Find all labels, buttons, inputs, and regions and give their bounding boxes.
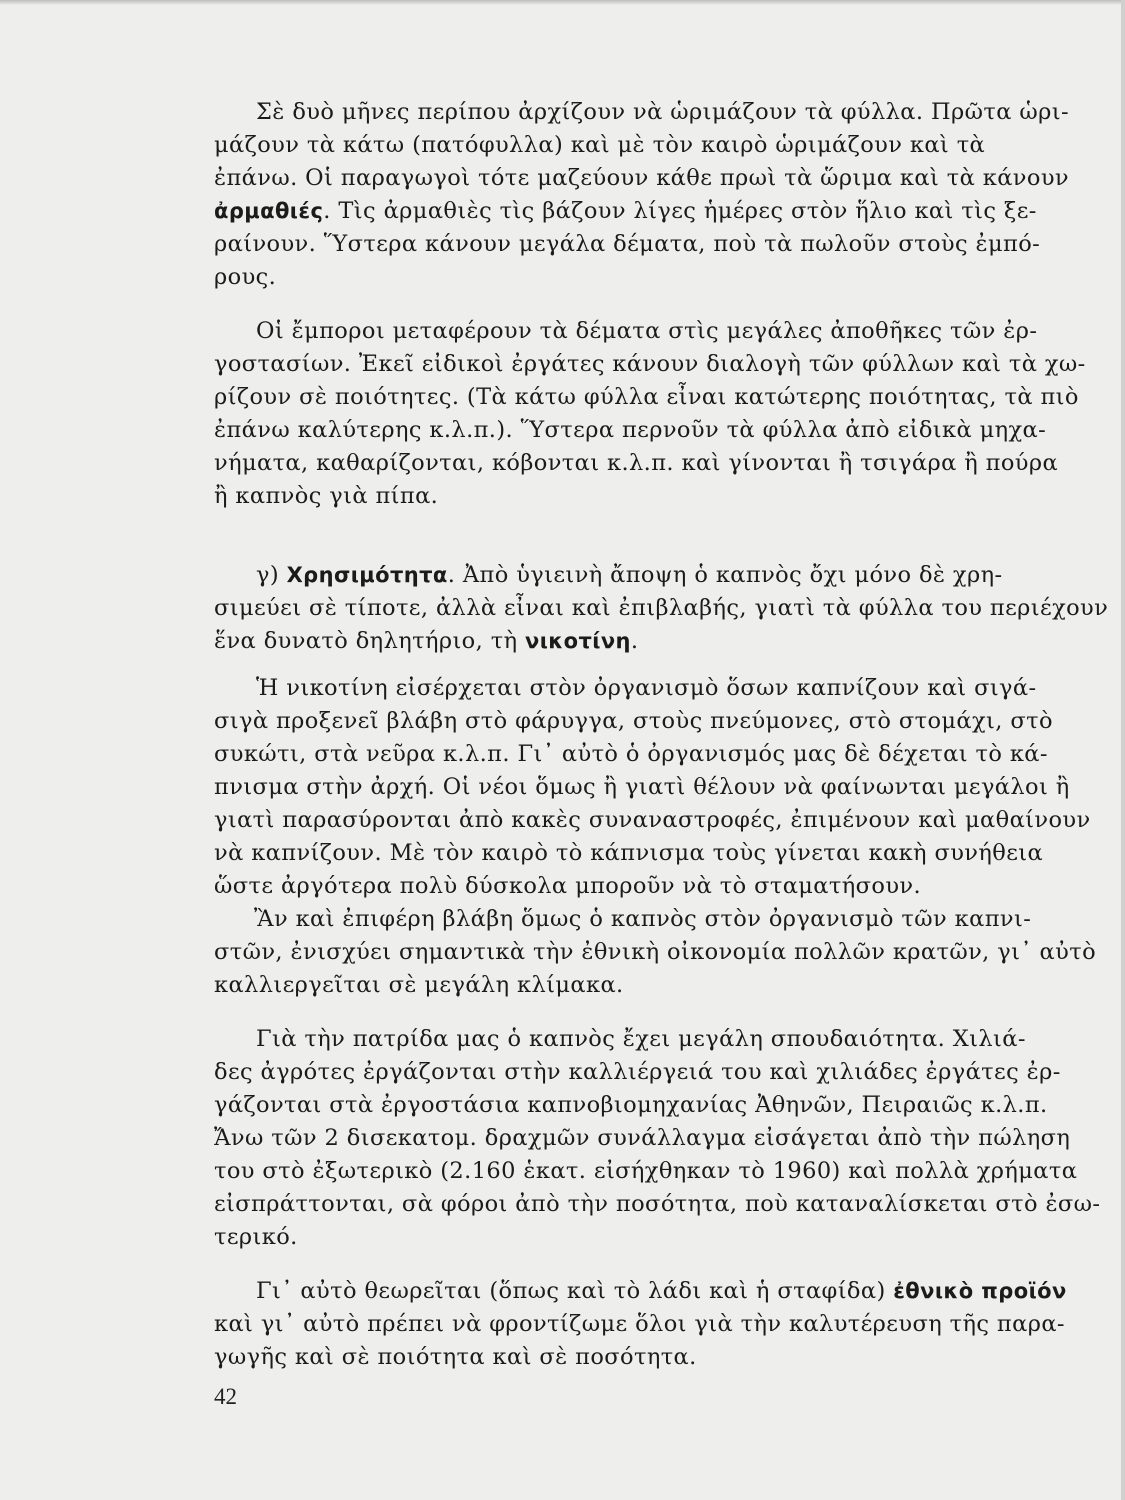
text-line: γωγῆς καὶ σὲ ποιότητα καὶ σὲ ποσότητα. — [214, 1344, 697, 1370]
text-line: ἕνα δυνατὸ δηλητήριο, τὴ νικοτίνη. — [214, 628, 639, 654]
body-text — [214, 96, 1125, 1374]
section-heading: Χρησιμότητα — [286, 563, 448, 587]
text-line: τερικό. — [214, 1224, 298, 1250]
text-line: νήματα, καθαρίζονται, κόβονται κ.λ.π. καὶ γίνονται ἢ τσιγάρα ἢ πούρα — [214, 450, 1059, 476]
text-line: γ) Χρησιμότητα. Ἀπὸ ὑγιεινὴ ἄποψη ὁ καπνὸς ὄχι μόνο δὲ χρη- — [256, 562, 1003, 588]
paragraph-greece — [214, 1023, 1125, 1254]
text-line: Γι᾽ αὐτὸ θεωρεῖται (ὅπως καὶ τὸ λάδι καὶ ἡ σταφίδα) ἐθνικὸ προϊόν — [256, 1278, 1067, 1304]
bold-term: ἐθνικὸ προϊόν — [893, 1279, 1067, 1303]
paragraph-usefulness — [214, 559, 1125, 658]
paragraph-nicotine — [214, 672, 1125, 903]
paragraph-ripening — [214, 96, 1125, 294]
text-line: γοστασίων. Ἐκεῖ εἰδικοὶ ἐργάτες κάνουν διαλογὴ τῶν φύλλων καὶ τὰ χω- — [214, 351, 1086, 377]
text-line: ἐπάνω. Οἱ παραγωγοὶ τότε μαζεύουν κάθε πρωὶ τὰ ὥριμα καὶ τὰ κάνουν — [214, 165, 1069, 191]
paragraph-economy — [214, 903, 1125, 1002]
text-line: Οἱ ἔμποροι μεταφέρουν τὰ δέματα στὶς μεγάλες ἀποθῆκες τῶν ἐρ- — [256, 318, 1038, 344]
paragraph-national-product — [214, 1275, 1125, 1374]
text-line: καλλιεργεῖται σὲ μεγάλη κλίμακα. — [214, 972, 624, 998]
text-line: ἀρμαθιές. Τὶς ἀρμαθιὲς τὶς βάζουν λίγες ἡμέρες στὸν ἥλιο καὶ τὶς ξε- — [214, 198, 1037, 224]
text-line: ραίνουν. Ὕστερα κάνουν μεγάλα δέματα, ποὺ τὰ πωλοῦν στοὺς ἐμπό- — [214, 231, 1041, 257]
text-line: Ἄνω τῶν 2 δισεκατομ. δραχμῶν συνάλλαγμα εἰσάγεται ἀπὸ τὴν πώληση — [214, 1125, 1071, 1151]
text-line: μάζουν τὰ κάτω (πατόφυλλα) καὶ μὲ τὸν καιρὸ ὡριμάζουν καὶ τὰ — [214, 132, 986, 158]
text-line: γιατὶ παρασύρονται ἀπὸ κακὲς συναναστροφές, ἐπιμένουν καὶ μαθαίνουν — [214, 807, 1091, 833]
text-line: δες ἀγρότες ἐργάζονται στὴν καλλιέργειά του καὶ χιλιάδες ἐργάτες ἐρ- — [214, 1059, 1061, 1085]
bold-term: ἀρμαθιές — [214, 199, 324, 223]
text-line: στῶν, ἐνισχύει σημαντικὰ τὴν ἐθνικὴ οἰκονομία πολλῶν κρατῶν, γι᾽ αὐτὸ — [214, 939, 1097, 965]
text-line: εἰσπράττονται, σὰ φόροι ἀπὸ τὴν ποσότητα, ποὺ καταναλίσκεται στὸ ἐσω- — [214, 1191, 1101, 1217]
text-line: του στὸ ἐξωτερικὸ (2.160 ἑκατ. εἰσήχθηκαν τὸ 1960) καὶ πολλὰ χρήματα — [214, 1158, 1078, 1184]
text-line: ἐπάνω καλύτερης κ.λ.π.). Ὕστερα περνοῦν τὰ φύλλα ἀπὸ εἰδικὰ μηχα- — [214, 417, 1047, 443]
text-line: Γιὰ τὴν πατρίδα μας ὁ καπνὸς ἔχει μεγάλη σπουδαιότητα. Χιλιά- — [256, 1026, 1026, 1052]
text-line: Σὲ δυὸ μῆνες περίπου ἀρχίζουν νὰ ὡριμάζουν τὰ φύλλα. Πρῶτα ὡρι- — [256, 99, 1069, 125]
text-line: ἢ καπνὸς γιὰ πίπα. — [214, 483, 439, 509]
text-line: Ἡ νικοτίνη εἰσέρχεται στὸν ὀργανισμὸ ὅσων καπνίζουν καὶ σιγά- — [256, 675, 1037, 701]
paragraph-processing — [214, 315, 1125, 513]
bold-term: νικοτίνη — [525, 629, 631, 653]
text-line: νὰ καπνίζουν. Μὲ τὸν καιρὸ τὸ κάπνισμα τοὺς γίνεται κακὴ συνήθεια — [214, 840, 1044, 866]
text-line: γάζονται στὰ ἐργοστάσια καπνοβιομηχανίας Ἀθηνῶν, Πειραιῶς κ.λ.π. — [214, 1092, 1048, 1118]
text-line: καὶ γι᾽ αὐτὸ πρέπει νὰ φροντίζωμε ὅλοι γιὰ τὴν καλυτέρευση τῆς παρα- — [214, 1311, 1065, 1337]
text-line: ρους. — [214, 264, 277, 290]
text-line: συκώτι, στὰ νεῦρα κ.λ.π. Γι᾽ αὐτὸ ὁ ὀργανισμός μας δὲ δέχεται τὸ κά- — [214, 741, 1048, 767]
text-line: πνισμα στὴν ἀρχή. Οἱ νέοι ὅμως ἢ γιατὶ θέλουν νὰ φαίνωνται μεγάλοι ἢ — [214, 774, 1070, 800]
page-number: 42 — [214, 1384, 237, 1409]
text-line: Ἂν καὶ ἐπιφέρη βλάβη ὅμως ὁ καπνὸς στὸν ὀργανισμὸ τῶν καπνι- — [254, 906, 1032, 932]
text-line: σιγὰ προξενεῖ βλάβη στὸ φάρυγγα, στοὺς πνεύμονες, στὸ στομάχι, στὸ — [214, 708, 1053, 734]
page-top-edge — [0, 0, 1125, 5]
text-line: ρίζουν σὲ ποιότητες. (Τὰ κάτω φύλλα εἶναι κατώτερης ποιότητας, τὰ πιὸ — [214, 384, 1079, 410]
text-line: σιμεύει σὲ τίποτε, ἀλλὰ εἶναι καὶ ἐπιβλαβής, γιατὶ τὰ φύλλα του περιέχουν — [214, 595, 1109, 621]
text-line: ὥστε ἀργότερα πολὺ δύσκολα μποροῦν νὰ τὸ σταματήσουν. — [214, 873, 922, 899]
